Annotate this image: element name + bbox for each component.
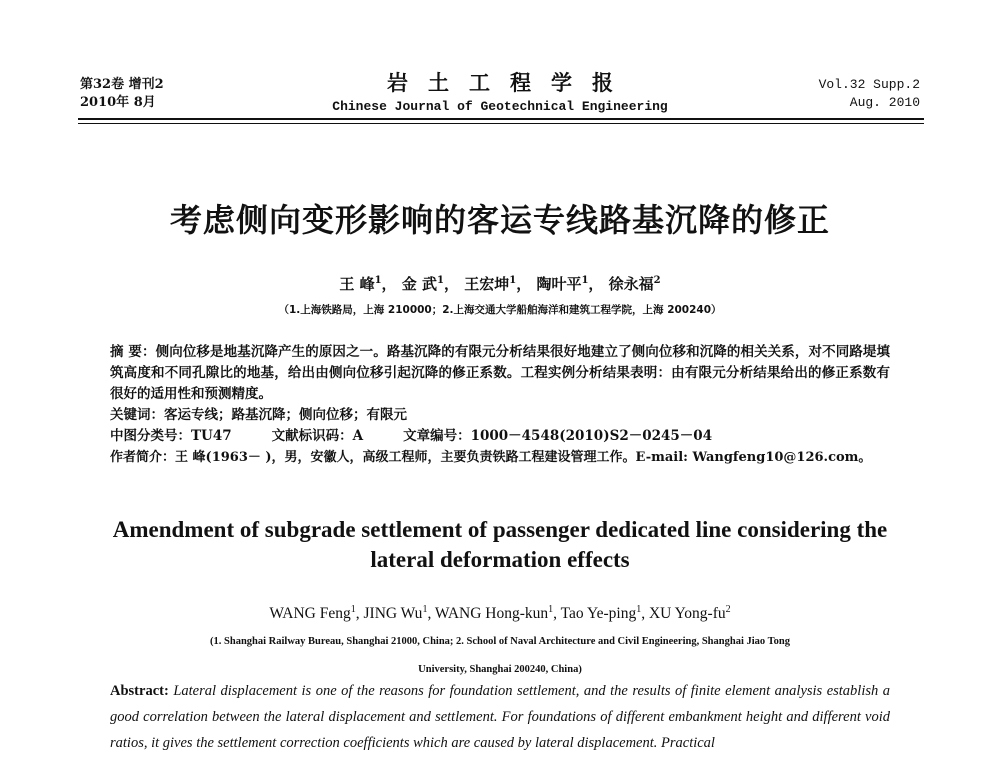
author-en: WANG Feng: [269, 605, 351, 623]
author-cn: 王宏坤: [464, 275, 510, 293]
header-right: [819, 76, 920, 112]
clc-value: TU47: [191, 428, 232, 444]
author-affil-mark: 1: [350, 604, 356, 615]
doc-code-value: A: [352, 428, 364, 444]
abstract-en-text: Lateral displacement is one of the reasons for foundation settlement, and the results of finite element analysis establish a good correlation between the lateral displacement and settlement. For foundations of different embankment height and different void ratios, it gives the settlement correction coefficients which are caused by lateral displacement. Practical: [110, 683, 891, 751]
author-en: Tao Ye-ping: [560, 605, 637, 623]
author-affil-mark: 1: [636, 604, 642, 615]
date-en: Aug. 2010: [849, 95, 920, 110]
author-en: JING Wu: [363, 605, 423, 623]
keywords-cn-label: 关键词：: [110, 407, 164, 423]
date-cn: 2010年 8月: [80, 95, 156, 110]
classification-cn: [110, 426, 890, 447]
article-no-label: 文章编号：: [403, 428, 471, 444]
author-en: XU Yong-fu: [648, 605, 726, 623]
author-affil-mark: 1: [422, 604, 428, 615]
header-rule-thin: [78, 123, 924, 124]
author-affil-mark: 1: [581, 275, 589, 286]
clc-label: 中图分类号：: [110, 428, 191, 444]
authors-cn: 王 峰$^1$， 金 武$^1$， 王宏坤$^1$， 陶叶平$^1$， 徐永福$^2$: [339, 275, 661, 293]
affiliation-en-line: University, Shanghai 200240, China): [418, 664, 582, 675]
affiliation-cn: （1.上海铁路局，上海 210000；2.上海交通大学船舶海洋和建筑工程学院，上海 200240）: [278, 304, 722, 316]
author-affil-mark: 1: [548, 604, 554, 615]
authors-en: WANG Feng$^1$, JING Wu$^1$, WANG Hong-kun$^1$, Tao Ye-ping$^1$, XU Yong-$fu^2$: [269, 604, 731, 623]
author-cn: 王 峰: [339, 275, 375, 293]
author-affil-mark: 2: [653, 275, 661, 286]
header-rule-thick: [78, 118, 924, 120]
author-en: WANG Hong-kun: [434, 605, 549, 623]
author-affil-mark: 1: [437, 275, 444, 286]
affiliation-en-line: (1. Shanghai Railway Bureau, Shanghai 21000, China; 2. School of Naval Architecture and Civil Engineering, Shanghai Jiao Tong: [210, 636, 790, 647]
abstract-cn: [110, 342, 890, 405]
author-affil-mark: 1: [509, 275, 517, 286]
keywords-cn: [110, 405, 890, 426]
paper-title-en: Amendment of subgrade settlement of passenger dedicated line considering the lateral deformation effects: [112, 517, 888, 572]
abstract-en: [110, 678, 890, 756]
bio-cn-label: 作者简介：: [110, 450, 176, 465]
article-no-value: 1000－4548(2010)S2－0245－04: [470, 428, 713, 444]
author-cn: 徐永福: [608, 275, 654, 293]
abstract-cn-text: 侧向位移是地基沉降产生的原因之一。路基沉降的有限元分析结果很好地建立了侧向位移和沉降的相关关系，对不同路堤填筑高度和不同孔隙比的地基，给出由侧向位移引起沉降的修正系数。工程实例分析结果表明：由有限元分析结果给出的修正系数有很好的适用性和预测精度。: [110, 344, 890, 402]
author-affil-mark: 2: [725, 604, 731, 615]
bio-cn-text: 王 峰(1963－ )，男，安徽人，高级工程师，主要负责铁路工程建设管理工作。E-mail: Wangfeng10@126.com。: [175, 450, 872, 465]
volume-cn: 第32卷 增刊2: [80, 77, 164, 92]
volume-en: Vol.32 Supp.2: [818, 77, 920, 92]
abstract-cn-label: 摘 要：: [110, 344, 156, 360]
paper-title-cn: 考虑侧向变形影响的客运专线路基沉降的修正: [169, 201, 830, 239]
author-cn: 金 武: [401, 275, 438, 293]
author-bio-cn: [110, 447, 890, 468]
journal-title-cn: 岩土工程学报: [387, 70, 633, 95]
keywords-cn-text: 客运专线；路基沉降；侧向位移；有限元: [164, 407, 407, 423]
author-cn: 陶叶平: [536, 275, 582, 293]
author-affil-mark: 1: [374, 275, 382, 286]
doc-code-label: 文献标识码：: [271, 428, 353, 444]
abstract-en-label: Abstract:: [110, 683, 169, 699]
affiliation-en: [0, 628, 1000, 684]
journal-title-en: Chinese Journal of Geotechnical Engineering: [332, 99, 668, 114]
